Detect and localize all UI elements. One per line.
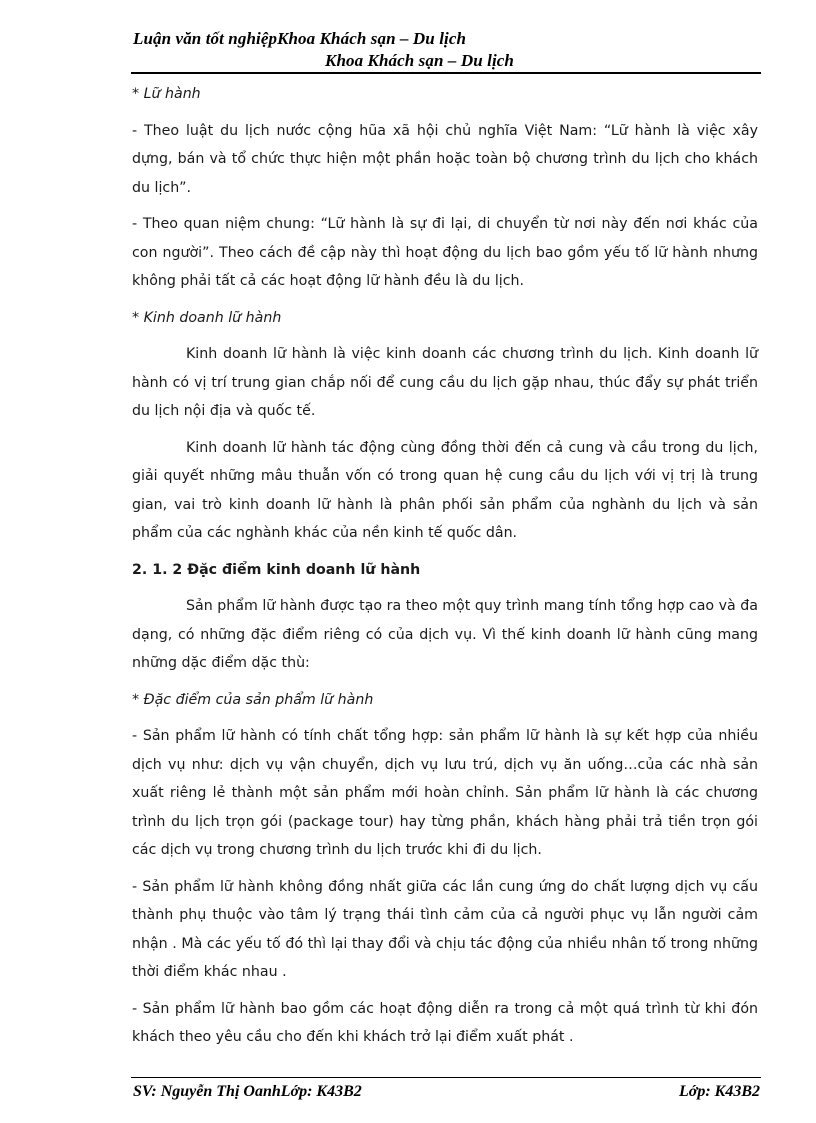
footer-class: Lớp: K43B2 (678, 1083, 760, 1100)
paragraph: Kinh doanh lữ hành là việc kinh doanh các chương trình du lịch. Kinh doanh lữ hành có vị trí trung gian chắp nối để cung cầu du lịch gặp nhau, thúc đẩy sự phát triển du lịch nội địa và quốc tế. (132, 346, 758, 419)
subsection-lu-hanh: * Lữ hành (132, 86, 201, 102)
footer-divider (131, 1077, 761, 1078)
paragraph: - Theo luật du lịch nước cộng hũa xã hội chủ nghĩa Việt Nam: “Lữ hành là việc xây dựng, bán và tổ chức thực hiện một phần hoặc toàn bộ chương trình du lịch cho khách du lịch”. (132, 122, 758, 196)
footer-author: SV: Nguyễn Thị OanhLớp: K43B2 (133, 1083, 362, 1100)
paragraph: - Theo quan niệm chung: “Lữ hành là sự đi lại, di chuyển từ nơi này đến nơi khác của con người”. Theo cách đề cập này thì hoạt động du lịch bao gồm yếu tố lữ hành nhưng không phải tất cả các hoạt động lữ hành đều là du lịch. (132, 216, 758, 289)
header-divider (131, 72, 761, 74)
document-body (132, 80, 758, 1052)
paragraph: - Sản phẩm lữ hành không đồng nhất giữa các lần cung ứng do chất lượng dịch vụ cấu thành phụ thuộc vào tâm lý trạng thái tình cảm của cả người phục vụ lẫn người cảm nhận . Mà các yếu tố đó thì lại thay đổi và chịu tác động của nhiều nhân tố trong những thời điểm khác nhau . (132, 878, 758, 980)
header-title: Luận văn tốt nghiệpKhoa Khách sạn – Du lịch (133, 29, 467, 48)
paragraph: Kinh doanh lữ hành tác động cùng đồng thời đến cả cung và cầu trong du lịch, giải quyết những mâu thuẫn vốn có trong quan hệ cung cầu du lịch với vị trị là trung gian, vai trò kinh doanh lữ hành là phân phối sản phẩm của nghành du lịch và sản phẩm của các nghành khác của nền kinh tế quốc dân. (132, 439, 758, 541)
header-subtitle: Khoa Khách sạn – Du lịch (325, 51, 514, 70)
paragraph: Sản phẩm lữ hành được tạo ra theo một quy trình mang tính tổng hợp cao và đa dạng, có những đặc điểm riêng có của dịch vụ. Vì thế kinh doanh lữ hành cũng mang những dặc điểm dặc thù: (132, 598, 758, 671)
subsection-dac-diem: * Đặc điểm của sản phẩm lữ hành (132, 691, 374, 708)
paragraph: - Sản phẩm lữ hành bao gồm các hoạt động diễn ra trong cả một quá trình từ khi đón khách theo yêu cầu cho đến khi khách trở lại điểm xuất phát . (132, 1000, 758, 1045)
paragraph: - Sản phẩm lữ hành có tính chất tổng hợp: sản phẩm lữ hành là sự kết hợp của nhiều dịch vụ như: dịch vụ vận chuyển, dịch vụ lưu trú, dịch vụ ăn uống…của các nhà sản xuất riêng lẻ thành một sản phẩm mới hoàn chỉnh. Sản phẩm lữ hành là các chương trình du lịch trọn gói (package tour) hay từng phần, khách hàng phải trả tiền trọn gói các dịch vụ trong chương trình du lịch trước khi đi du lịch. (132, 728, 758, 858)
section-heading: 2. 1. 2 Đặc điểm kinh doanh lữ hành (132, 561, 421, 578)
subsection-kinh-doanh: * Kinh doanh lữ hành (132, 309, 282, 326)
